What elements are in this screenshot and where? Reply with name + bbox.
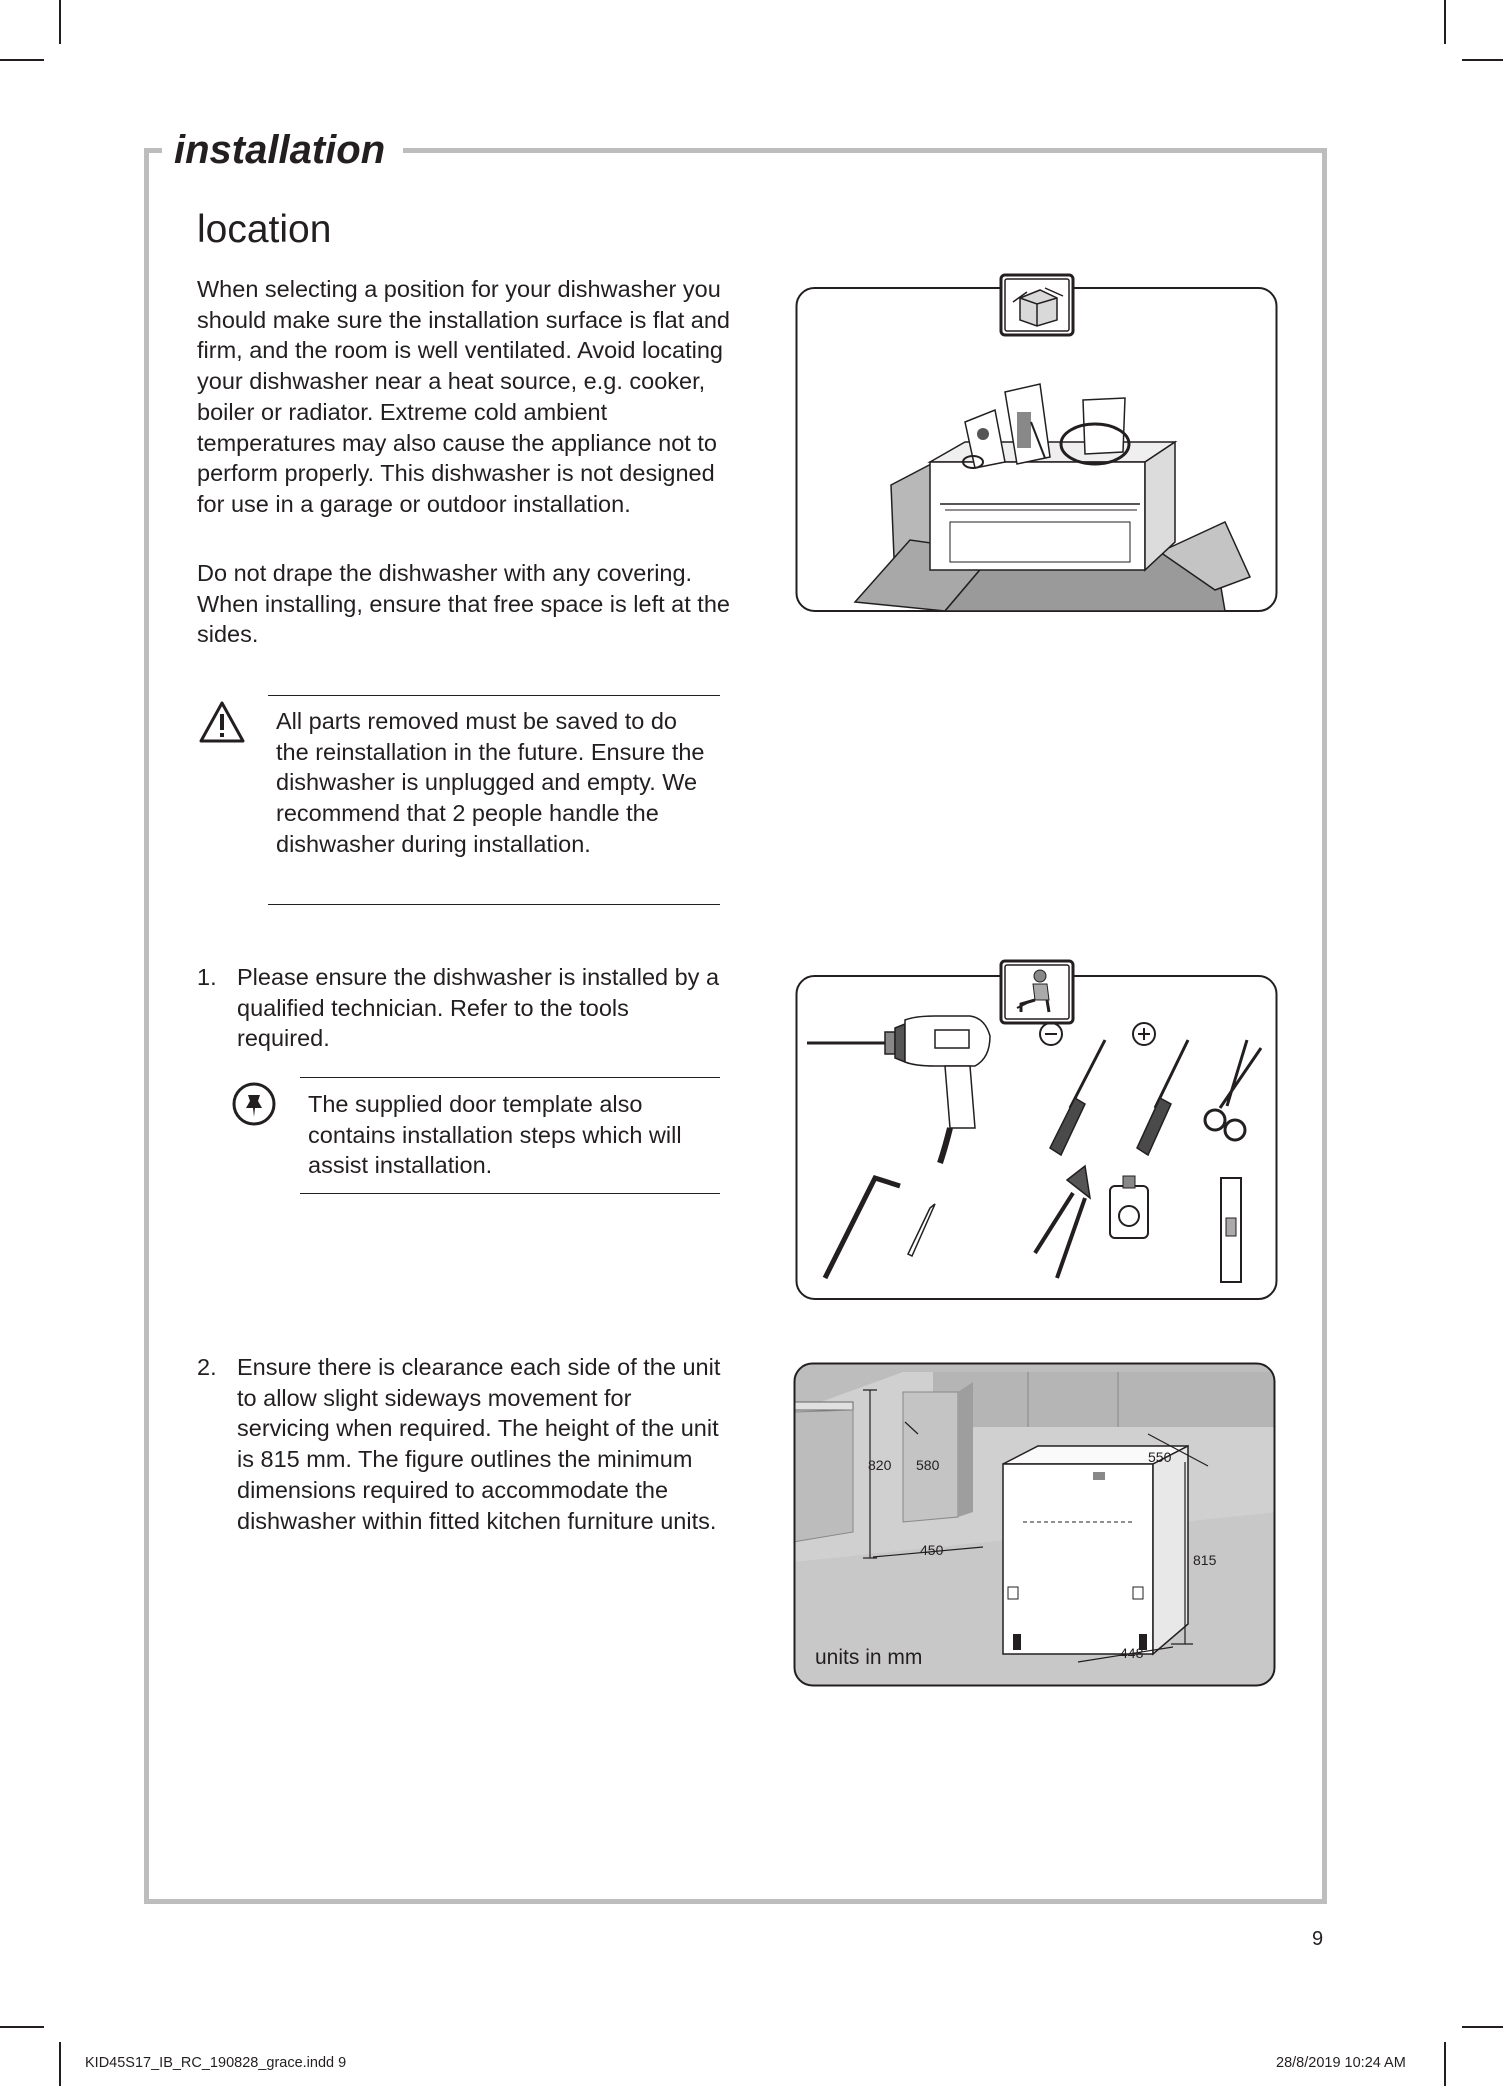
tip-icon: [231, 1081, 277, 1127]
tools-illustration: [795, 958, 1280, 1303]
dim-815: 815: [1193, 1552, 1217, 1568]
section-title: installation: [162, 122, 403, 178]
crop-mark: [1462, 2026, 1503, 2028]
step-1-text: Please ensure the dishwasher is installed by a qualified technician. Refer to the tools required.: [237, 964, 720, 1052]
dim-550: 550: [1148, 1449, 1172, 1465]
dim-450: 450: [920, 1542, 944, 1558]
tip-text: The supplied door template also contains installation steps which will assist installation.: [308, 1091, 682, 1179]
warning-icon: [198, 700, 246, 744]
dim-580: 580: [916, 1457, 940, 1473]
units-label: units in mm: [815, 1646, 923, 1669]
dim-820: 820: [868, 1457, 892, 1473]
crop-mark: [59, 2042, 61, 2086]
dim-448: 448: [1120, 1645, 1144, 1661]
footer-file-name: KID45S17_IB_RC_190828_grace.indd 9: [85, 2055, 347, 2071]
crop-mark: [1444, 2042, 1446, 2086]
crop-mark: [1462, 59, 1503, 61]
crop-mark: [0, 2026, 44, 2028]
page-number: 9: [1312, 1928, 1324, 1950]
intro-paragraph: When selecting a position for your dishwasher you should make sure the installation surface is flat and firm, and the room is well ventilated. Avoid locating your dishwasher near a heat source, e.g. cooker, boiler or radiator. Extreme cold ambient temperatures may also cause the appliance not to perform properly. This dishwasher is not designed for use in a garage or outdoor installation.: [197, 276, 730, 517]
subtitle: location: [197, 208, 332, 251]
crop-mark: [0, 59, 44, 61]
crop-mark: [1444, 0, 1446, 44]
step-1-number: 1.: [197, 964, 217, 990]
step-2-number: 2.: [197, 1354, 217, 1380]
intro-paragraph: Do not drape the dishwasher with any covering. When installing, ensure that free space is left at the sides.: [197, 560, 730, 648]
footer-timestamp: 28/8/2019 10:24 AM: [1276, 2055, 1406, 2071]
step-2-text: Ensure there is clearance each side of the unit to allow slight sideways movement for servicing when required. The height of the unit is 815 mm. The figure outlines the minimum dimensions required to accommodate the dishwasher within fitted kitchen furniture units.: [237, 1354, 721, 1534]
dimensions-illustration: [793, 1362, 1278, 1688]
crop-mark: [59, 0, 61, 44]
warning-text: All parts removed must be saved to do the reinstallation in the future. Ensure the dishwasher is unplugged and empty. We recommend that 2 people handle the dishwasher during installation.: [276, 708, 705, 857]
unpacking-illustration: [795, 272, 1280, 617]
